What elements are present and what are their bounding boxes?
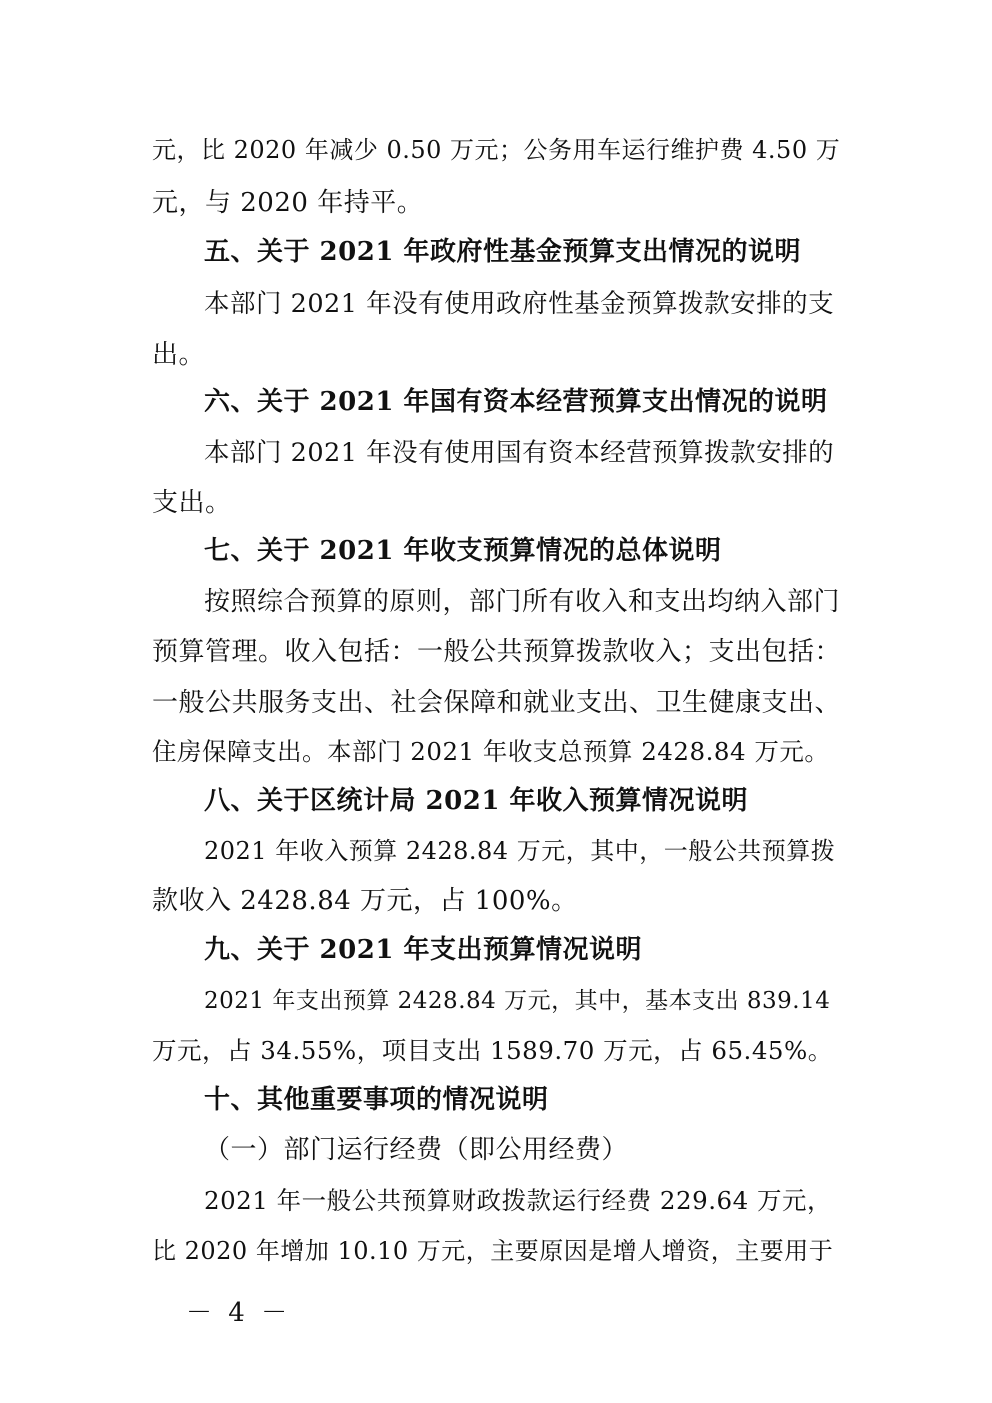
paragraph-line: 本部门 2021 年没有使用国有资本经营预算拨款安排的 [204, 438, 835, 468]
section-heading: 八、关于区统计局 2021 年收入预算情况说明 [204, 786, 748, 816]
paragraph-line: 住房保障支出。本部门 2021 年收支总预算 2428.84 万元。 [152, 737, 830, 766]
page-number: － 4 － [186, 1298, 292, 1328]
paragraph-line: 一般公共服务支出、社会保障和就业支出、卫生健康支出、 [152, 688, 842, 718]
section-heading: 五、关于 2021 年政府性基金预算支出情况的说明 [204, 237, 801, 267]
section-heading: 九、关于 2021 年支出预算情况说明 [204, 935, 642, 965]
paragraph-line: 元，比 2020 年减少 0.50 万元；公务用车运行维护费 4.50 万 [152, 136, 841, 164]
section-heading: 六、关于 2021 年国有资本经营预算支出情况的说明 [204, 387, 828, 417]
paragraph-line: 本部门 2021 年没有使用政府性基金预算拨款安排的支 [204, 289, 835, 319]
section-heading: 七、关于 2021 年收支预算情况的总体说明 [204, 536, 722, 566]
paragraph-line: 元，与 2020 年持平。 [152, 188, 424, 218]
paragraph-line: 支出。 [152, 488, 232, 518]
section-heading: 十、其他重要事项的情况说明 [204, 1085, 549, 1115]
paragraph-line: 比 2020 年增加 10.10 万元，主要原因是增人增资，主要用于 [152, 1237, 834, 1265]
paragraph-line: 出。 [152, 340, 206, 370]
paragraph-line: 按照综合预算的原则，部门所有收入和支出均纳入部门 [204, 587, 841, 617]
paragraph-line: 万元，占 34.55%，项目支出 1589.70 万元，占 65.45%。 [152, 1036, 833, 1065]
paragraph-line: 2021 年收入预算 2428.84 万元，其中，一般公共预算拨 [204, 837, 836, 865]
paragraph-line: 2021 年支出预算 2428.84 万元，其中，基本支出 839.14 [204, 988, 831, 1014]
paragraph-line: 2021 年一般公共预算财政拨款运行经费 229.64 万元， [204, 1186, 832, 1215]
paragraph-line: 预算管理。收入包括：一般公共预算拨款收入；支出包括： [152, 637, 842, 667]
paragraph-line: 款收入 2428.84 万元，占 100%。 [152, 886, 578, 916]
subsection-heading: （一）部门运行经费（即公用经费） [204, 1135, 629, 1165]
